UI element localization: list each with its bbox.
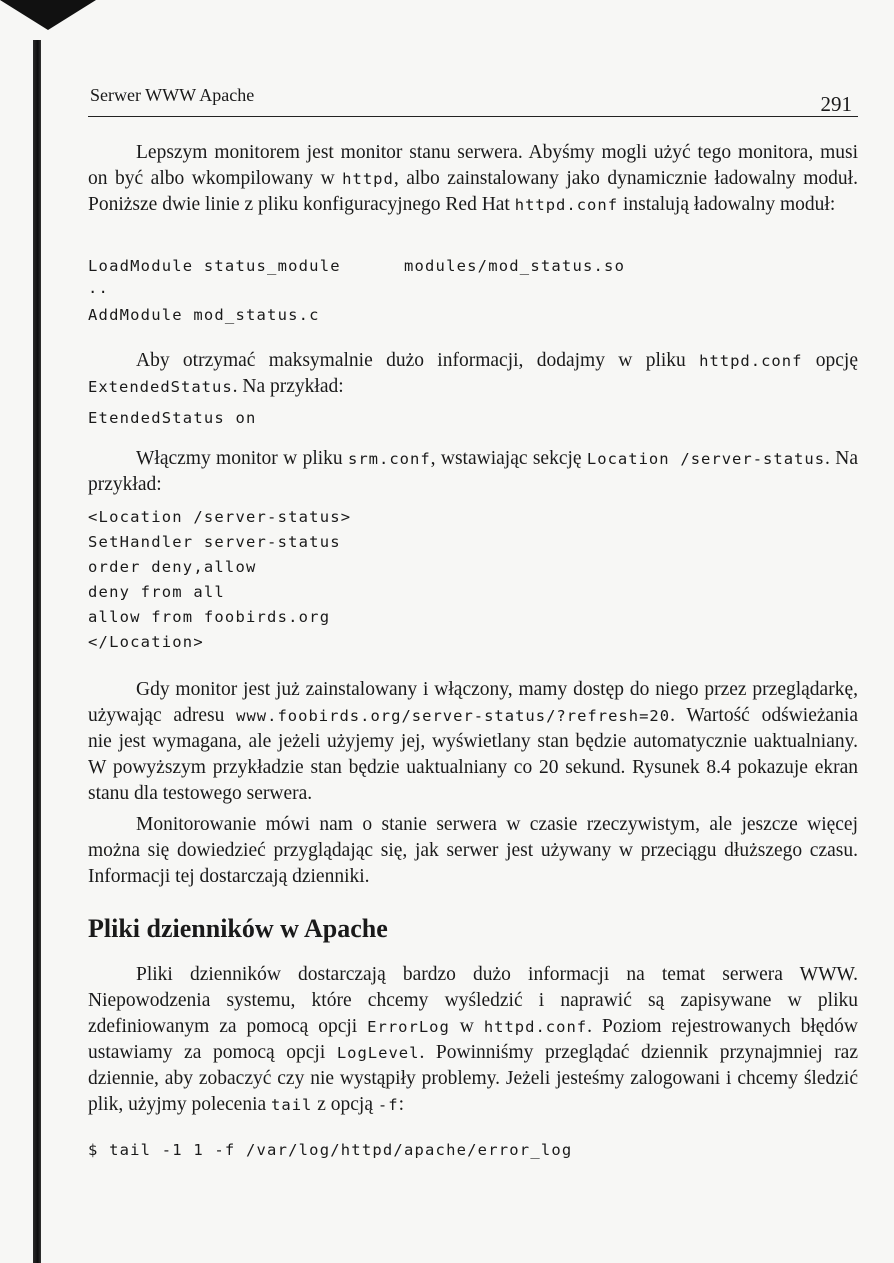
paragraph-status-monitor [88,140,858,218]
code-line: $ tail -1 1 -f /var/log/httpd/apache/error_log [88,1141,573,1159]
page-number: 291 [820,92,852,116]
text: . Powinniśmy przeglądać dziennik przynajmniej raz dziennie, aby zobaczyć czy nie wystąpiły problemy. Jeżeli jesteśmy zalogowani i chcemy śledzić plik, użyjmy polecenia [88,1042,858,1115]
paragraph-browser-access [88,677,858,807]
running-header [88,80,858,117]
text: , albo zainstalowany jako dynamicznie ładowalny moduł. Poniższe dwie linie z pliku konfiguracyjnego Red Hat [88,168,858,215]
code-line: .. [88,279,110,297]
text: Pliki dzienników dostarczają bardzo dużo informacji na temat serwera WWW. Niepowodzenia systemu, które chcemy wyśledzić i naprawić są zapisywane w pliku zdefiniowanym za pomocą opcji [88,964,858,1037]
text: , wstawiając sekcję [430,448,587,469]
inline-code: httpd.conf [514,196,619,214]
code-line: <Location /server-status> [88,508,352,526]
text: instalują ładowalny moduł: [618,194,836,215]
text: opcję [802,350,858,371]
inline-code: tail [271,1096,313,1114]
inline-code: httpd [342,170,394,188]
inline-code: ErrorLog [367,1018,450,1036]
inline-code: srm.conf [348,450,431,468]
inline-code: httpd.conf [699,352,803,370]
paragraph-log-files [88,962,858,1118]
paragraph-location [88,446,858,498]
book-page [88,80,858,1159]
code-block-extendedstatus [88,406,858,431]
text: z opcją [312,1094,378,1115]
inline-code-url: www.foobirds.org/server-status/?refresh=20 [236,707,671,725]
text: . Na przykład: [232,376,344,397]
text: . Poziom rejestrowanych błędów ustawiamy za pomocą opcji [88,1016,858,1063]
section-title: Pliki dzienników w Apache [88,914,388,943]
text: : [398,1094,404,1115]
inline-code: ExtendedStatus [88,378,233,396]
code-line: SetHandler server-status [88,533,341,551]
code-block-loadmodule [88,254,858,328]
inline-code: LogLevel [336,1044,420,1062]
code-line: allow from foobirds.org [88,608,331,626]
code-line: EtendedStatus on [88,409,257,427]
code-line: deny from all [88,583,225,601]
section-heading [88,914,858,944]
text: Aby otrzymać maksymalnie dużo informacji, dodajmy w pliku [136,350,700,371]
code-line: LoadModule status_module modules/mod_status.so [88,257,626,275]
scan-corner-mark [0,0,96,30]
text: Lepszym monitorem jest monitor stanu serwera. Abyśmy mogli użyć tego monitora, musi on być albo wkompilowany w [88,142,858,189]
text: Gdy monitor jest już zainstalowany i włączony, mamy dostęp do niego przez przeglądarkę, używając adresu [88,679,858,726]
inline-code: httpd.conf [483,1018,588,1036]
inline-code: -f [377,1096,399,1114]
text: . Wartość odświeżania nie jest wymagana, ale jeżeli użyjemy jej, wyświetlany stan będzie automatycznie uaktualniany. W powyższym przykładzie stan będzie uaktualniany co 20 sekund. Rysunek 8.4 pokazuje ekran stanu dla testowego serwera. [88,705,858,804]
code-line: order deny,allow [88,558,257,576]
code-block-location [88,505,858,655]
text: . Na przykład: [88,448,858,495]
text: Monitorowanie mówi nam o stanie serwera w czasie rzeczywistym, ale jeszcze więcej można się dowiedzieć przyglądając się, jak serwer jest używany w przeciągu dłuższego czasu. Informacji tej dostarczają dzienniki. [88,814,858,887]
paragraph-extended-status [88,348,858,400]
text: w [449,1016,484,1037]
paragraph-realtime [88,812,858,890]
code-line: </Location> [88,633,204,651]
code-block-tail [88,1138,858,1163]
text: Włączmy monitor w pliku [136,448,348,469]
running-header-title: Serwer WWW Apache [90,85,255,105]
inline-code: Location /server-status [586,450,826,468]
book-binding-edge [33,40,41,1263]
code-line: AddModule mod_status.c [88,306,320,324]
